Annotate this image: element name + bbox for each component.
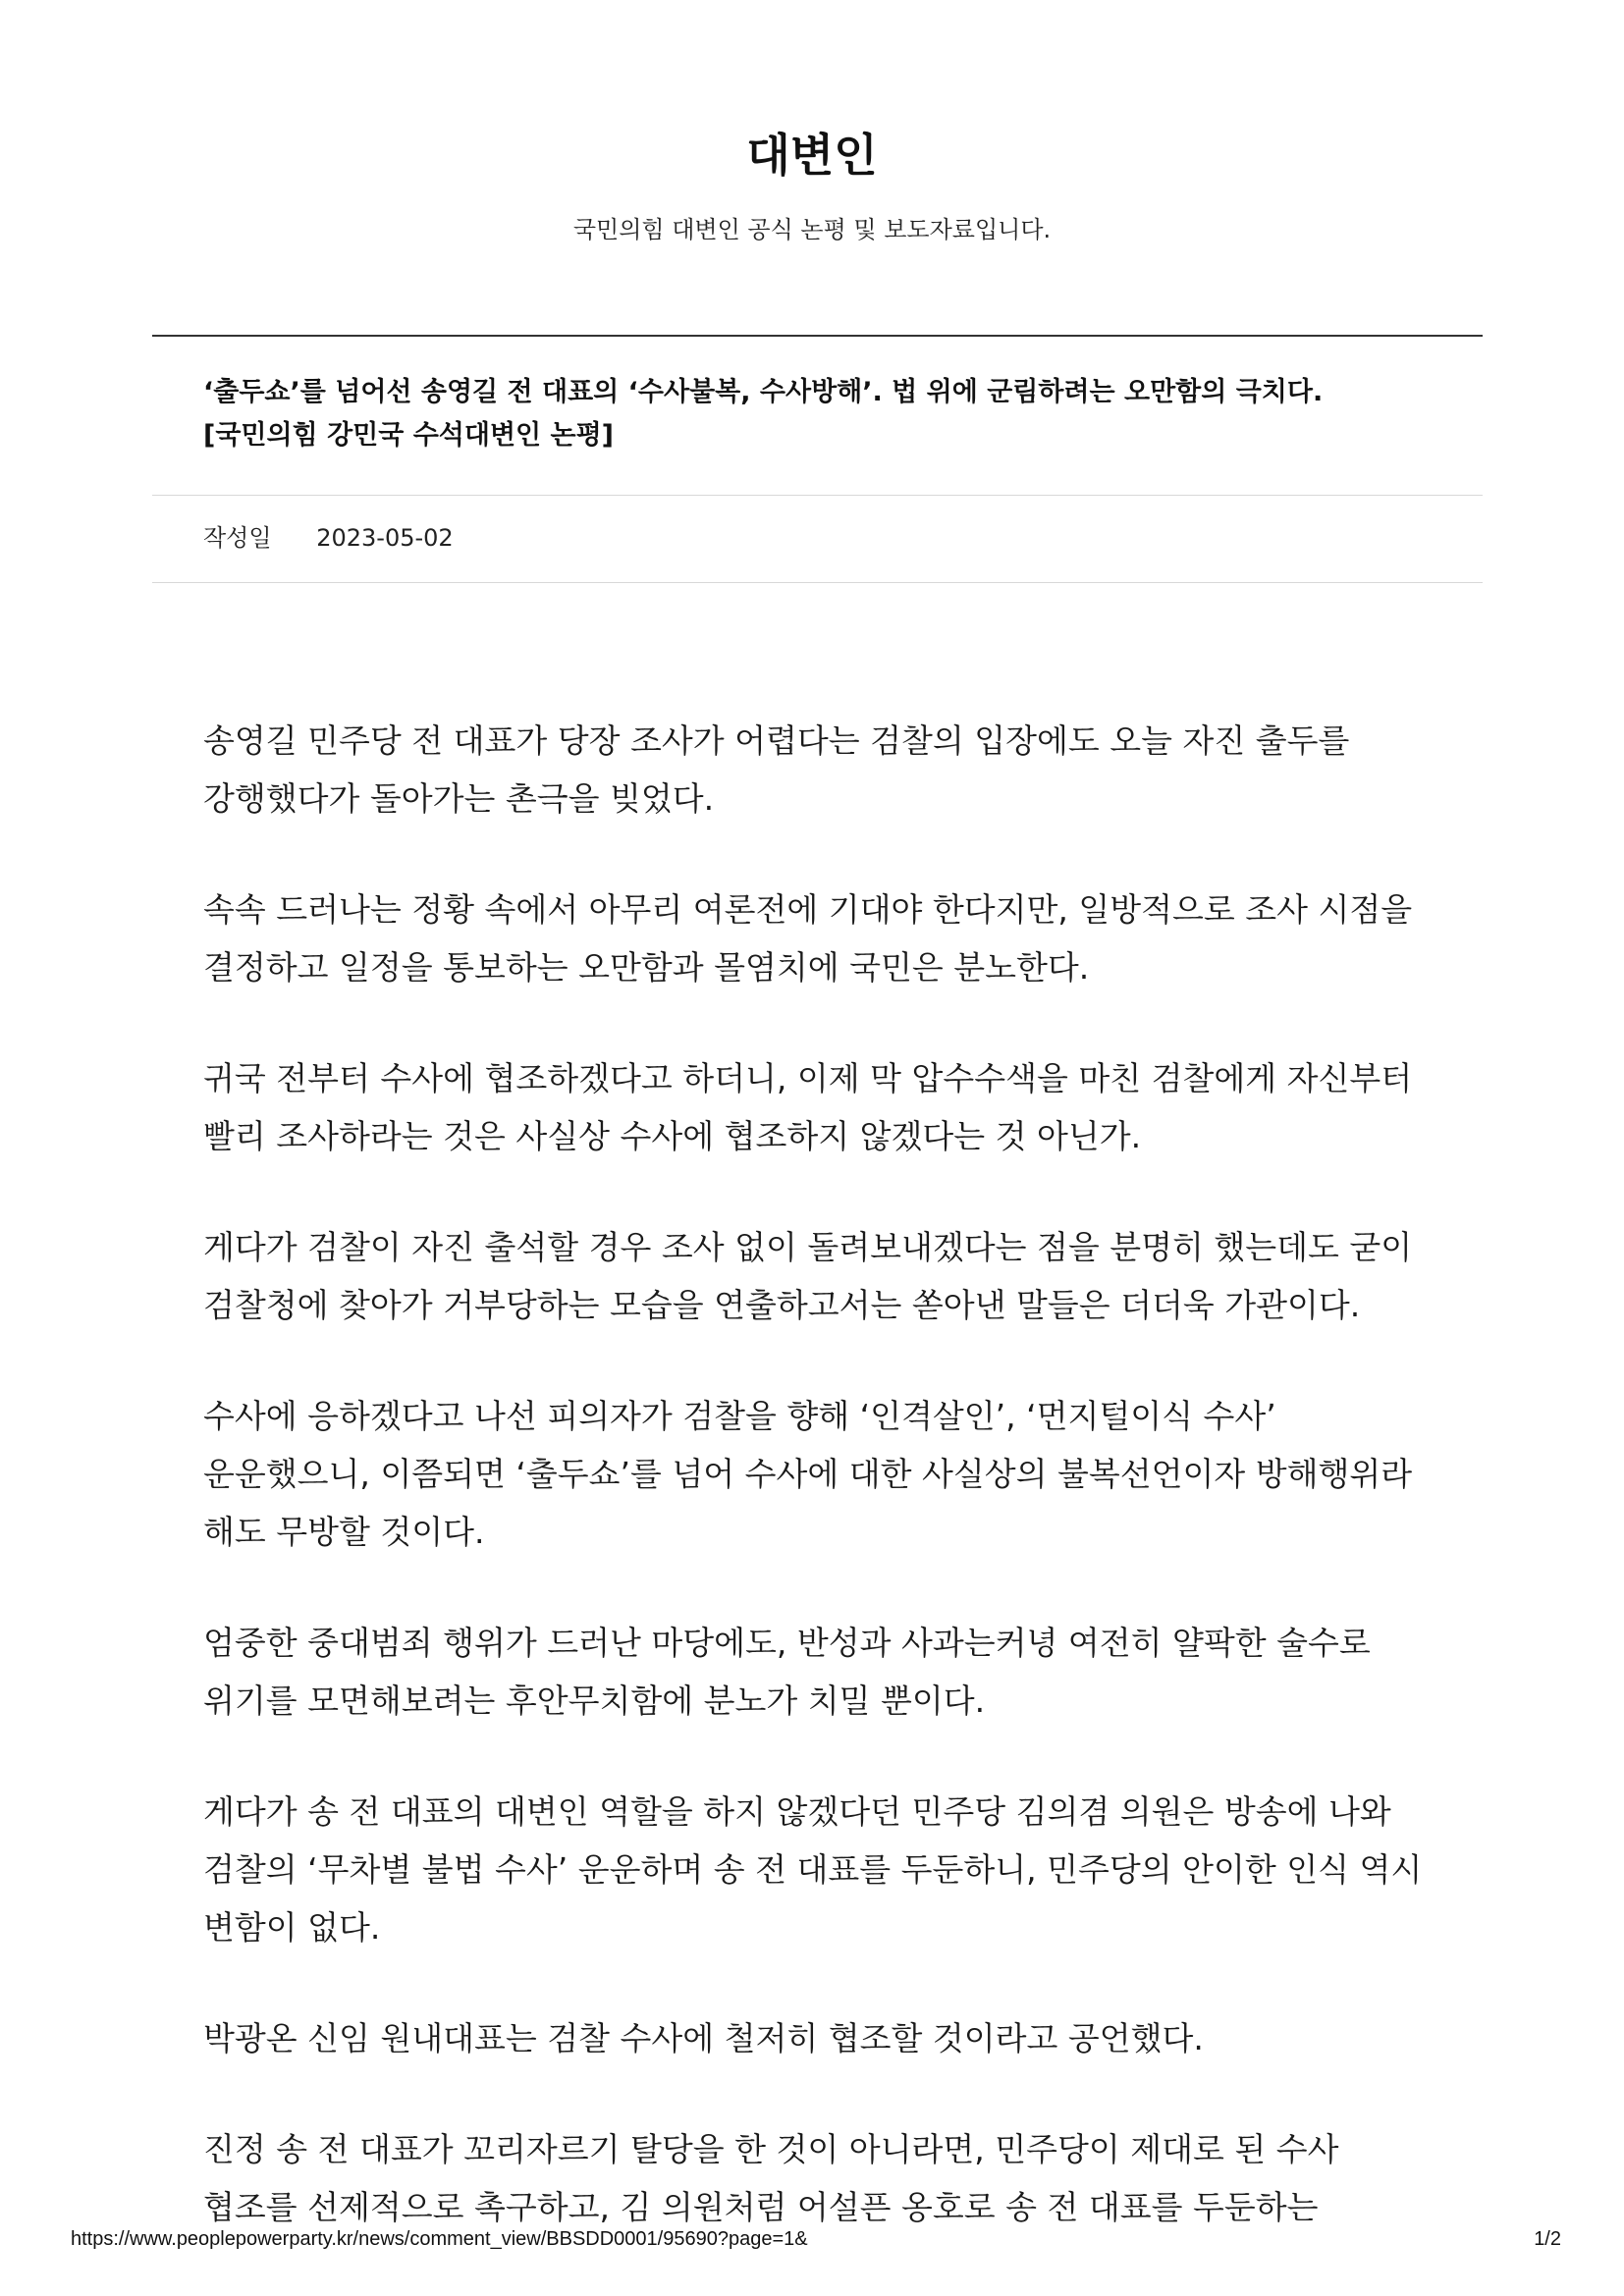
footer-url: https://www.peoplepowerparty.kr/news/comment_view/BBSDD0001/95690?page=1& bbox=[71, 2228, 808, 2250]
article-paragraph: 송영길 민주당 전 대표가 당장 조사가 어렵다는 검찰의 입장에도 오늘 자진 출두를 강행했다가 돌아가는 촌극을 빚었다. bbox=[203, 721, 1350, 818]
headline-divider bbox=[152, 495, 1483, 496]
article-paragraph: 게다가 송 전 대표의 대변인 역할을 하지 않겠다던 민주당 김의겸 의원은 방송에 나와 검찰의 ‘무차별 불법 수사’ 운운하며 송 전 대표를 두둔하니, 민주당의 안이한 인식 역시 변함이 없다. bbox=[203, 1792, 1423, 1947]
page-number: 1/2 bbox=[1534, 2228, 1561, 2250]
date-label: 작성일 bbox=[203, 524, 272, 552]
page-header bbox=[0, 126, 1624, 245]
article-headline bbox=[203, 371, 1470, 457]
article-meta bbox=[203, 520, 454, 556]
header-divider bbox=[152, 335, 1483, 337]
page-subtitle: 국민의힘 대변인 공식 논평 및 보도자료입니다. bbox=[572, 216, 1052, 243]
article-body bbox=[203, 712, 1440, 2289]
article-paragraph: 수사에 응하겠다고 나선 피의자가 검찰을 향해 ‘인격살인’, ‘먼지털이식 수사’ 운운했으니, 이쯤되면 ‘출두쇼’를 넘어 수사에 대한 사실상의 불복선언이자 방해행위라 해도 무방할 것이다. bbox=[203, 1397, 1413, 1551]
article-paragraph: 속속 드러나는 정황 속에서 아무리 여론전에 기대야 한다지만, 일방적으로 조사 시점을 결정하고 일정을 통보하는 오만함과 몰염치에 국민은 분노한다. bbox=[203, 890, 1413, 987]
article-paragraph: 엄중한 중대범죄 행위가 드러난 마당에도, 반성과 사과는커녕 여전히 얄팍한 술수로 위기를 모면해보려는 후안무치함에 분노가 치밀 뿐이다. bbox=[203, 1624, 1371, 1720]
date-value: 2023-05-02 bbox=[316, 524, 454, 552]
headline-line-1: ‘출두쇼’를 넘어선 송영길 전 대표의 ‘수사불복, 수사방해’. 법 위에 군림하려는 오만함의 극치다. bbox=[203, 377, 1324, 407]
headline-line-2: [국민의힘 강민국 수석대변인 논평] bbox=[203, 420, 615, 451]
article-paragraph: 게다가 검찰이 자진 출석할 경우 조사 없이 돌려보내겠다는 점을 분명히 했는데도 굳이 검찰청에 찾아가 거부당하는 모습을 연출하고서는 쏟아낸 말들은 더더욱 가관이다. bbox=[203, 1228, 1413, 1324]
article-paragraph: 진정 송 전 대표가 꼬리자르기 탈당을 한 것이 아니라면, 민주당이 제대로 된 수사 협조를 선제적으로 촉구하고, 김 의원처럼 어설픈 옹호로 송 전 대표를 두둔하는 bbox=[203, 2130, 1339, 2226]
article-paragraph: 박광온 신임 원내대표는 검찰 수사에 철저히 협조할 것이라고 공언했다. bbox=[203, 2019, 1204, 2057]
page-title: 대변인 bbox=[746, 129, 878, 182]
article-paragraph: 귀국 전부터 수사에 협조하겠다고 하더니, 이제 막 압수수색을 마친 검찰에게 자신부터 빨리 조사하라는 것은 사실상 수사에 협조하지 않겠다는 것 아닌가. bbox=[203, 1059, 1413, 1155]
meta-divider bbox=[152, 582, 1483, 583]
